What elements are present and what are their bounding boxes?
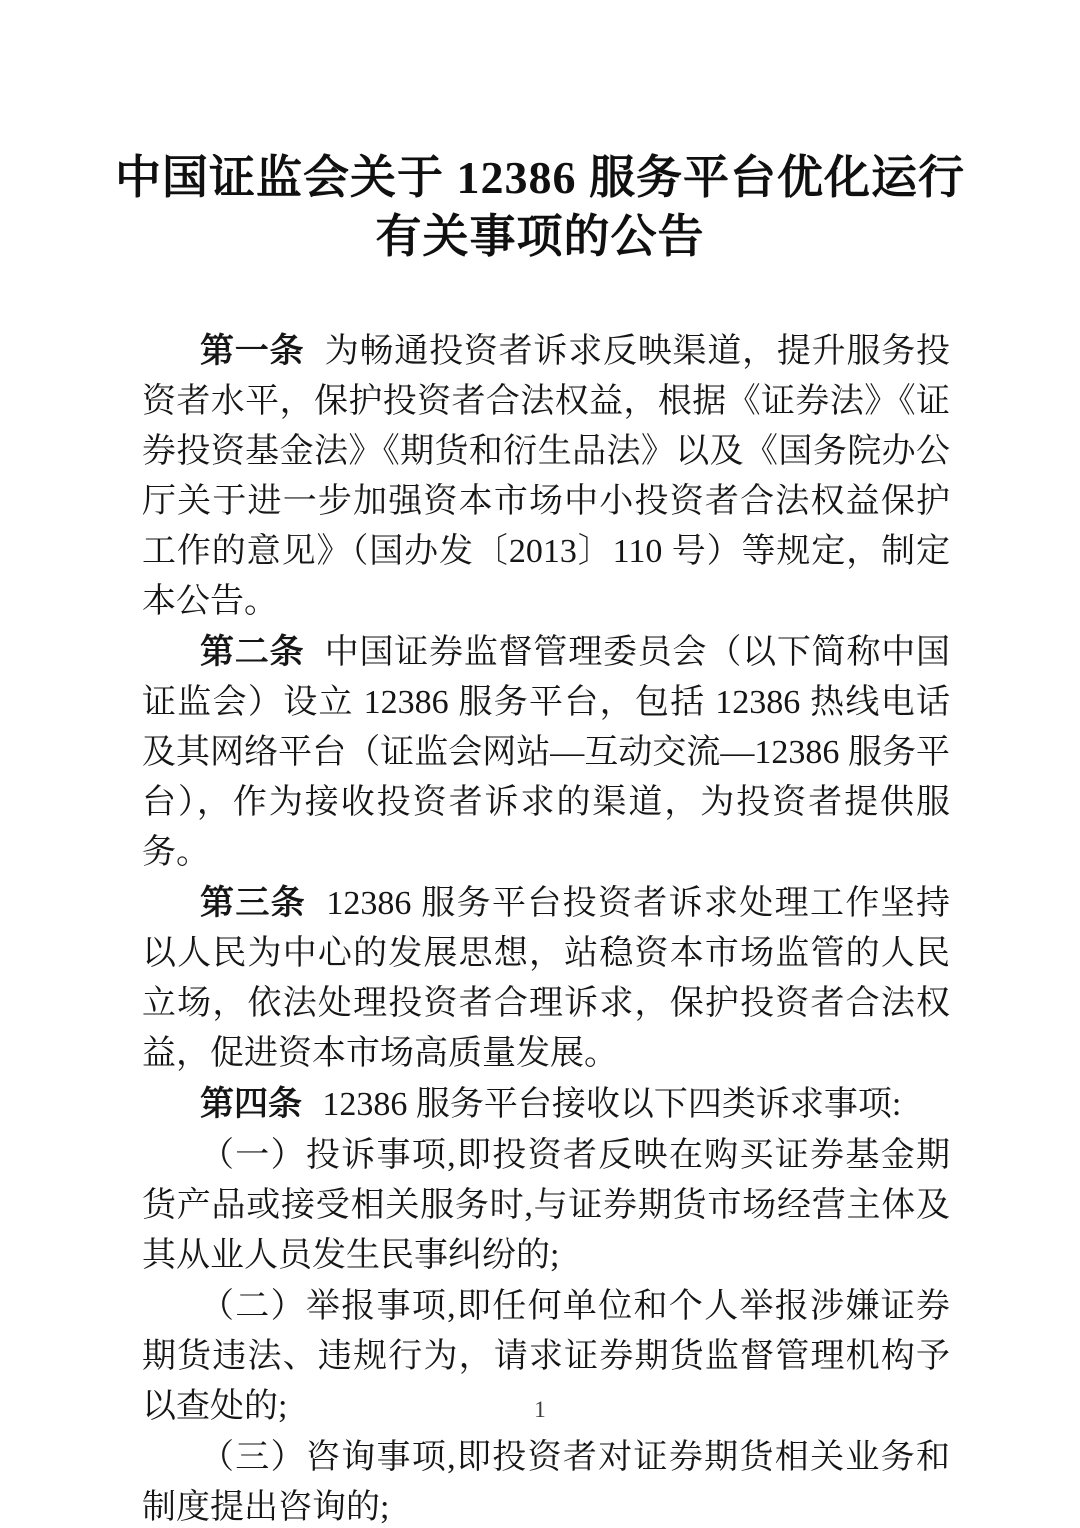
article-4-text: 12386 服务平台接收以下四类诉求事项: (322, 1086, 902, 1123)
article-1-label: 第一条 (200, 332, 305, 370)
article-2-label: 第二条 (200, 633, 305, 671)
document-title (0, 0, 1080, 266)
paragraph-article-2 (142, 627, 950, 878)
page-number: 1 (534, 1397, 546, 1422)
list-item-3 (142, 1432, 950, 1528)
document-title-line1: 中国证监会关于 12386 服务平台优化运行 (115, 152, 965, 203)
list-item-2-text: （二）举报事项,即任何单位和个人举报涉嫌证券期货违法、违规行为，请求证券期货监督管理机构予以查处的; (142, 1288, 950, 1425)
article-1-text: 为畅通投资者诉求反映渠道，提升服务投资者水平，保护投资者合法权益，根据《证券法》《证券投资基金法》《期货和衍生品法》以及《国务院办公厅关于进一步加强资本市场中小投资者合法权益保护工作的意见》（国办发〔2013〕110 号）等规定，制定本公告。 (142, 333, 951, 620)
article-3-label: 第三条 (200, 884, 307, 922)
article-2-text: 中国证券监督管理委员会（以下简称中国证监会）设立 12386 服务平台，包括 12386 热线电话及其网络平台（证监会网站—互动交流—12386 服务平台），作为接收投资者诉求的渠道，为投资者提供服务。 (142, 634, 951, 871)
article-4-label: 第四条 (200, 1085, 302, 1123)
list-item-1 (142, 1130, 950, 1281)
list-item-3-text: （三）咨询事项,即投资者对证券期货相关业务和制度提出咨询的; (142, 1439, 950, 1526)
article-3-text: 12386 服务平台投资者诉求处理工作坚持以人民为中心的发展思想，站稳资本市场监管的人民立场，依法处理投资者合理诉求，保护投资者合法权益，促进资本市场高质量发展。 (142, 885, 951, 1072)
list-item-1-text: （一）投诉事项,即投资者反映在购买证券基金期货产品或接受相关服务时,与证券期货市场经营主体及其从业人员发生民事纠纷的; (142, 1137, 950, 1274)
document-title-line2: 有关事项的公告 (375, 211, 705, 262)
paragraph-article-1 (142, 326, 950, 627)
paragraph-article-3 (142, 878, 950, 1079)
document-body (0, 326, 1080, 1528)
paragraph-article-4 (142, 1079, 950, 1130)
